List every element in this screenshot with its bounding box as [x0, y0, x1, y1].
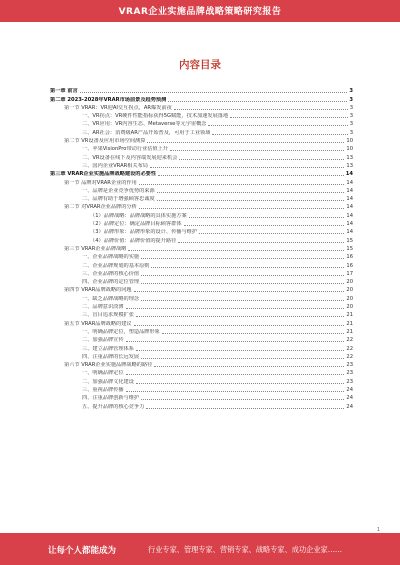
toc-entry-page: 23 [346, 362, 353, 369]
toc-leader-dots [208, 125, 347, 126]
toc-entry[interactable] [50, 235, 353, 243]
toc-leader-dots [212, 134, 347, 135]
toc-entry-label: 三、企业品牌的核心价值 [82, 270, 140, 277]
report-title: VRAR企业实施品牌战略策略研究报告 [118, 7, 282, 17]
toc-entry-label: 二、企业品牌规划的基本原则 [82, 262, 150, 269]
toc-entry-label: 第二章 2023-2028年VRAR市场前景及趋势预测 [50, 96, 167, 103]
toc-leader-dots [162, 333, 345, 334]
toc-entry-label: （4）品牌价值：品牌价值的提升路径 [90, 237, 177, 244]
toc-entry-page: 16 [346, 262, 353, 269]
toc-entry-label: 二、VR设备在线下及内容端发展迎来机会 [82, 154, 178, 161]
toc-entry[interactable] [50, 285, 353, 293]
toc-entry[interactable] [50, 343, 353, 351]
toc-entry-label: 一、VR拐点：VR硬件性能指标获得5G赋能，技术加速发展落地 [82, 113, 229, 120]
toc-entry[interactable] [50, 202, 353, 210]
toc-entry[interactable] [50, 227, 353, 235]
toc-entry-label: 一、明确品牌定位 [82, 370, 124, 377]
toc-leader-dots [141, 399, 344, 400]
toc-entry-page: 14 [346, 212, 353, 219]
toc-leader-dots [154, 366, 344, 367]
toc-leader-dots [184, 225, 345, 226]
toc-leader-dots [147, 142, 344, 143]
toc-entry-page: 15 [346, 245, 353, 252]
toc-entry-page: 20 [346, 279, 353, 286]
toc-entry-page: 3 [349, 88, 353, 95]
table-of-contents [50, 86, 353, 410]
toc-entry-page: 16 [346, 254, 353, 261]
toc-leader-dots [126, 308, 345, 309]
toc-leader-dots [80, 92, 348, 93]
toc-entry-page: 15 [346, 237, 353, 244]
toc-entry-page: 14 [346, 196, 353, 203]
toc-entry[interactable] [50, 310, 353, 318]
toc-entry[interactable] [50, 161, 353, 169]
toc-entry-page: 21 [346, 328, 353, 335]
toc-entry[interactable] [50, 103, 353, 111]
toc-leader-dots [126, 374, 345, 375]
toc-entry[interactable] [50, 393, 353, 401]
toc-leader-dots [179, 159, 344, 160]
toc-entry[interactable] [50, 318, 353, 326]
toc-entry[interactable] [50, 127, 353, 135]
toc-entry[interactable] [50, 210, 353, 218]
toc-entry-page: 14 [346, 204, 353, 211]
toc-entry-page: 23 [346, 378, 353, 385]
toc-entry-page: 14 [346, 179, 353, 186]
toc-entry-label: 第一章 前言 [50, 88, 78, 95]
toc-entry[interactable] [50, 136, 353, 144]
toc-entry[interactable] [50, 194, 353, 202]
toc-entry-page: 24 [346, 386, 353, 393]
toc-entry[interactable] [50, 252, 353, 260]
toc-entry-label: 四、企业品牌的定位管理 [82, 279, 140, 286]
toc-entry-page: 14 [346, 187, 353, 194]
toc-leader-dots [136, 350, 345, 351]
toc-entry[interactable] [50, 302, 353, 310]
toc-entry[interactable] [50, 260, 353, 268]
toc-entry[interactable] [50, 335, 353, 343]
toc-leader-dots [150, 167, 344, 168]
toc-entry-label: 第三章 VRAR企业实施品牌战略建设的必要性 [50, 171, 157, 178]
toc-entry[interactable] [50, 277, 353, 285]
toc-entry[interactable] [50, 269, 353, 277]
toc-entry-label: 五、提升品牌的核心竞争力 [82, 403, 145, 410]
toc-entry-label: 一、明确品牌定位，塑造品牌形象 [82, 328, 160, 335]
toc-leader-dots [157, 200, 345, 201]
toc-entry-page: 3 [349, 113, 353, 120]
toc-leader-dots [134, 291, 345, 292]
toc-entry-page: 21 [346, 320, 353, 327]
toc-leader-dots [157, 192, 345, 193]
toc-leader-dots [126, 341, 345, 342]
toc-entry-label: 一、企业品牌战略的实施 [82, 254, 140, 261]
toc-entry-label: 第四节 VRAR品牌战略的问题 [64, 287, 132, 294]
toc-entry-page: 21 [346, 312, 353, 319]
toc-entry-label: 三、AR社会：消费级AR产品开始普及，可用于工业领域 [82, 129, 211, 136]
toc-leader-dots [151, 267, 344, 268]
toc-entry-page: 24 [346, 395, 353, 402]
toc-entry[interactable] [50, 169, 353, 177]
toc-entry-label: 一、苹果VisionPro带动行业估值上升 [82, 146, 168, 153]
toc-entry[interactable] [50, 119, 353, 127]
toc-entry[interactable] [50, 352, 353, 360]
toc-leader-dots [178, 242, 344, 243]
toc-leader-dots [168, 101, 347, 102]
toc-leader-dots [141, 275, 344, 276]
toc-entry-label: 一、品牌是企业竞争优势的来源 [82, 187, 155, 194]
toc-entry-page: 3 [349, 104, 353, 111]
toc-entry[interactable] [50, 368, 353, 376]
toc-entry-page: 14 [345, 171, 353, 178]
toc-entry[interactable] [50, 401, 353, 409]
toc-entry-label: （1）品牌战略：品牌战略的具体实施方案 [90, 212, 187, 219]
toc-entry-label: 三、建立品牌管理体系 [82, 345, 134, 352]
toc-entry-page: 14 [346, 221, 353, 228]
toc-entry-label: 四、注重品牌的长远发展 [82, 353, 140, 360]
toc-entry[interactable] [50, 177, 353, 185]
toc-entry[interactable] [50, 186, 353, 194]
toc-leader-dots [139, 184, 345, 185]
toc-leader-dots [146, 408, 344, 409]
toc-entry-label: 二、品牌有助于增强顾客忠诚度 [82, 196, 155, 203]
toc-leader-dots [136, 383, 345, 384]
toc-entry[interactable] [50, 376, 353, 384]
toc-entry-label: 二、品牌意识淡薄 [82, 304, 124, 311]
toc-entry[interactable] [50, 360, 353, 368]
toc-leader-dots [189, 217, 345, 218]
toc-entry-label: 四、注重品牌创新与维护 [82, 395, 140, 402]
toc-entry[interactable] [50, 144, 353, 152]
page-number: 1 [376, 527, 380, 533]
toc-entry-label: （3）品牌形象：品牌形象的设计、传播与维护 [90, 229, 198, 236]
toc-leader-dots [134, 325, 345, 326]
toc-entry-label: 二、VR应用：VR内容生态、Metaverse等元宇宙概念 [82, 121, 207, 128]
toc-entry[interactable] [50, 385, 353, 393]
toc-leader-dots [141, 300, 344, 301]
toc-entry-page: 20 [346, 287, 353, 294]
toc-leader-dots [199, 233, 344, 234]
toc-entry-page: 22 [346, 353, 353, 360]
toc-leader-dots [170, 150, 344, 151]
toc-entry-page: 17 [346, 270, 353, 277]
toc-entry-page: 23 [346, 370, 353, 377]
toc-entry-label: 第六节 VRAR企业实施品牌战略的路径 [64, 362, 153, 369]
toc-leader-dots [141, 258, 344, 259]
toc-entry-label: 第二节 VR设备及应用市场空间测算 [64, 138, 146, 145]
toc-entry-page: 3 [349, 129, 353, 136]
toc-entry-label: 第三节 VRAR企业品牌战略 [64, 245, 127, 252]
toc-entry-page: 10 [346, 146, 353, 153]
toc-leader-dots [174, 109, 348, 110]
toc-entry-label: 二、加强品牌宣传 [82, 337, 124, 344]
toc-entry-page: 13 [346, 154, 353, 161]
toc-leader-dots [128, 250, 344, 251]
toc-leader-dots [141, 358, 344, 359]
toc-entry[interactable] [50, 219, 353, 227]
toc-entry-label: （2）品牌定位：确定品牌目标顾客群体 [90, 221, 182, 228]
toc-entry-page: 13 [346, 162, 353, 169]
footer-banner [0, 533, 400, 565]
toc-leader-dots [230, 117, 348, 118]
toc-entry-page: 20 [346, 304, 353, 311]
toc-heading: 内容目录 [179, 59, 221, 71]
toc-entry[interactable] [50, 94, 353, 102]
toc-leader-dots [139, 208, 345, 209]
toc-entry[interactable] [50, 111, 353, 119]
toc-entry-page: 20 [346, 295, 353, 302]
toc-entry-page: 22 [346, 345, 353, 352]
toc-entry[interactable] [50, 327, 353, 335]
toc-entry[interactable] [50, 152, 353, 160]
toc-entry-label: 第二节 对VRAR企业品牌的分析 [64, 204, 137, 211]
toc-entry[interactable] [50, 86, 353, 94]
toc-entry-page: 10 [346, 138, 353, 145]
toc-entry[interactable] [50, 293, 353, 301]
toc-entry-label: 三、国内企业VRAR相关布局 [82, 162, 148, 169]
toc-entry-page: 3 [349, 121, 353, 128]
toc-entry-page: 24 [346, 403, 353, 410]
toc-leader-dots [126, 391, 345, 392]
toc-entry[interactable] [50, 244, 353, 252]
toc-entry-label: 第一节 VRAR：VR迎AI交互拐点，AR爆发前夜 [64, 104, 172, 111]
toc-leader-dots [136, 316, 345, 317]
toc-entry-label: 第五节 VRAR品牌战略的建议 [64, 320, 132, 327]
toc-entry-page: 14 [346, 229, 353, 236]
toc-leader-dots [141, 283, 344, 284]
toc-entry-page: 22 [346, 337, 353, 344]
toc-entry-label: 三、盲目追求规模扩张 [82, 312, 134, 319]
toc-entry-label: 一、缺乏品牌战略的理念 [82, 295, 140, 302]
toc-entry-label: 三、重视品牌传播 [82, 386, 124, 393]
toc-entry-page: 3 [349, 96, 353, 103]
toc-leader-dots [158, 175, 344, 176]
footer-slogan-left: 让每个人都能成为 [48, 546, 117, 556]
toc-entry-label: 二、加强品牌文化建设 [82, 378, 134, 385]
toc-entry-label: 第一节 品牌对VRAR企业的作用 [64, 179, 137, 186]
header-banner [0, 0, 400, 22]
footer-slogan-right: 行业专家、管理专家、营销专家、战略专家、成功企业家…… [148, 545, 343, 554]
